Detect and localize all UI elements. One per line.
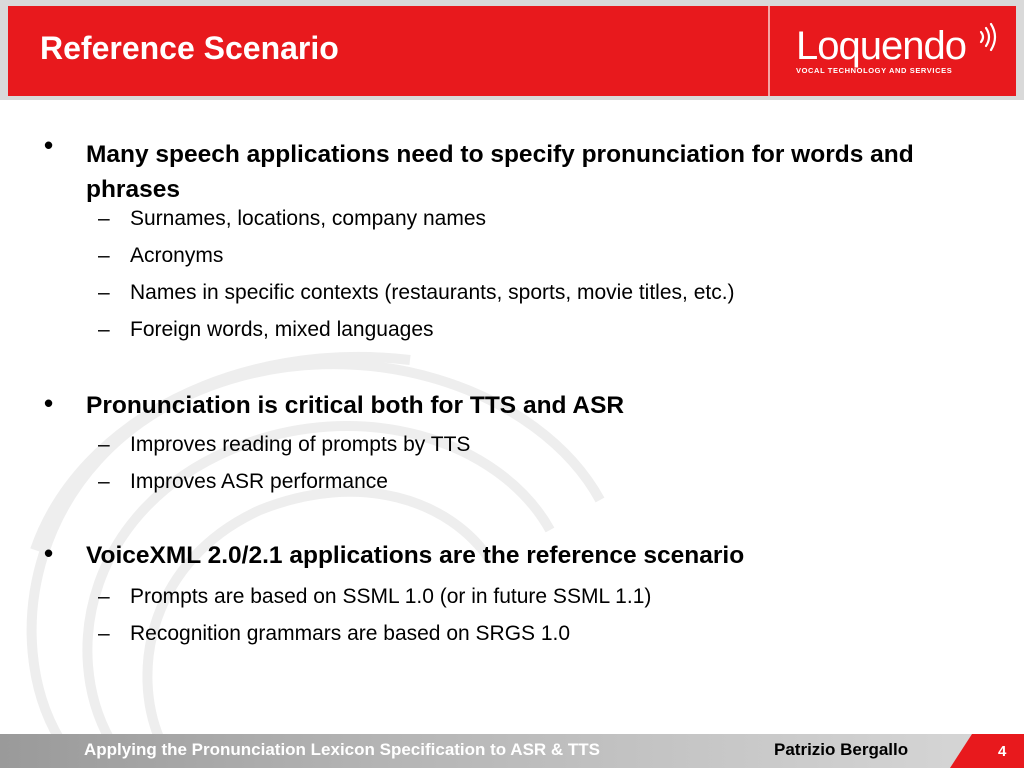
loquendo-logo	[790, 22, 1010, 82]
sub-bullet-text: Improves reading of prompts by TTS	[130, 433, 471, 456]
sub-bullet-text: Names in specific contexts (restaurants, sports, movie titles, etc.)	[130, 281, 735, 304]
bullet-text: VoiceXML 2.0/2.1 applications are the reference scenario	[86, 542, 745, 569]
bullet-marker: •	[44, 388, 54, 418]
footer-author: Patrizio Bergallo	[774, 740, 909, 759]
header-divider	[768, 6, 770, 96]
page-number-tab	[950, 734, 1024, 768]
slide-footer	[0, 734, 1024, 768]
sub-bullet-text: Improves ASR performance	[130, 470, 388, 493]
slide-title: Reference Scenario	[40, 30, 339, 66]
bullet-marker: •	[44, 130, 54, 160]
sub-bullet-text: Acronyms	[130, 244, 224, 267]
footer-presentation-title: Applying the Pronunciation Lexicon Specification to ASR & TTS	[84, 740, 601, 759]
sub-bullet-text: Foreign words, mixed languages	[130, 318, 434, 341]
page-number: 4	[998, 743, 1007, 760]
sub-bullet-text: Prompts are based on SSML 1.0 (or in future SSML 1.1)	[130, 585, 652, 608]
bullet-text: Pronunciation is critical both for TTS and ASR	[86, 392, 625, 419]
sub-bullet-marker: –	[98, 318, 110, 341]
sub-bullet-marker: –	[98, 470, 110, 493]
sub-bullet-marker: –	[98, 622, 110, 645]
bullet-text: Many speech applications need to specify pronunciation for words and phrases	[86, 141, 914, 203]
slide-header	[0, 0, 1024, 100]
sub-bullet-marker: –	[98, 244, 110, 267]
sub-bullet-text: Surnames, locations, company names	[130, 207, 487, 230]
sub-bullet-marker: –	[98, 281, 110, 304]
sound-waves-icon	[978, 22, 1000, 52]
watermark-swirl-icon	[0, 300, 640, 760]
sub-bullet-marker: –	[98, 585, 110, 608]
bullet-marker: •	[44, 538, 54, 568]
sub-bullet-marker: –	[98, 207, 110, 230]
logo-tagline: VOCAL TECHNOLOGY AND SERVICES	[796, 66, 953, 75]
sub-bullet-text: Recognition grammars are based on SRGS 1.0	[130, 622, 571, 645]
sub-bullet-marker: –	[98, 433, 110, 456]
logo-wordmark: Loquendo	[796, 24, 966, 68]
